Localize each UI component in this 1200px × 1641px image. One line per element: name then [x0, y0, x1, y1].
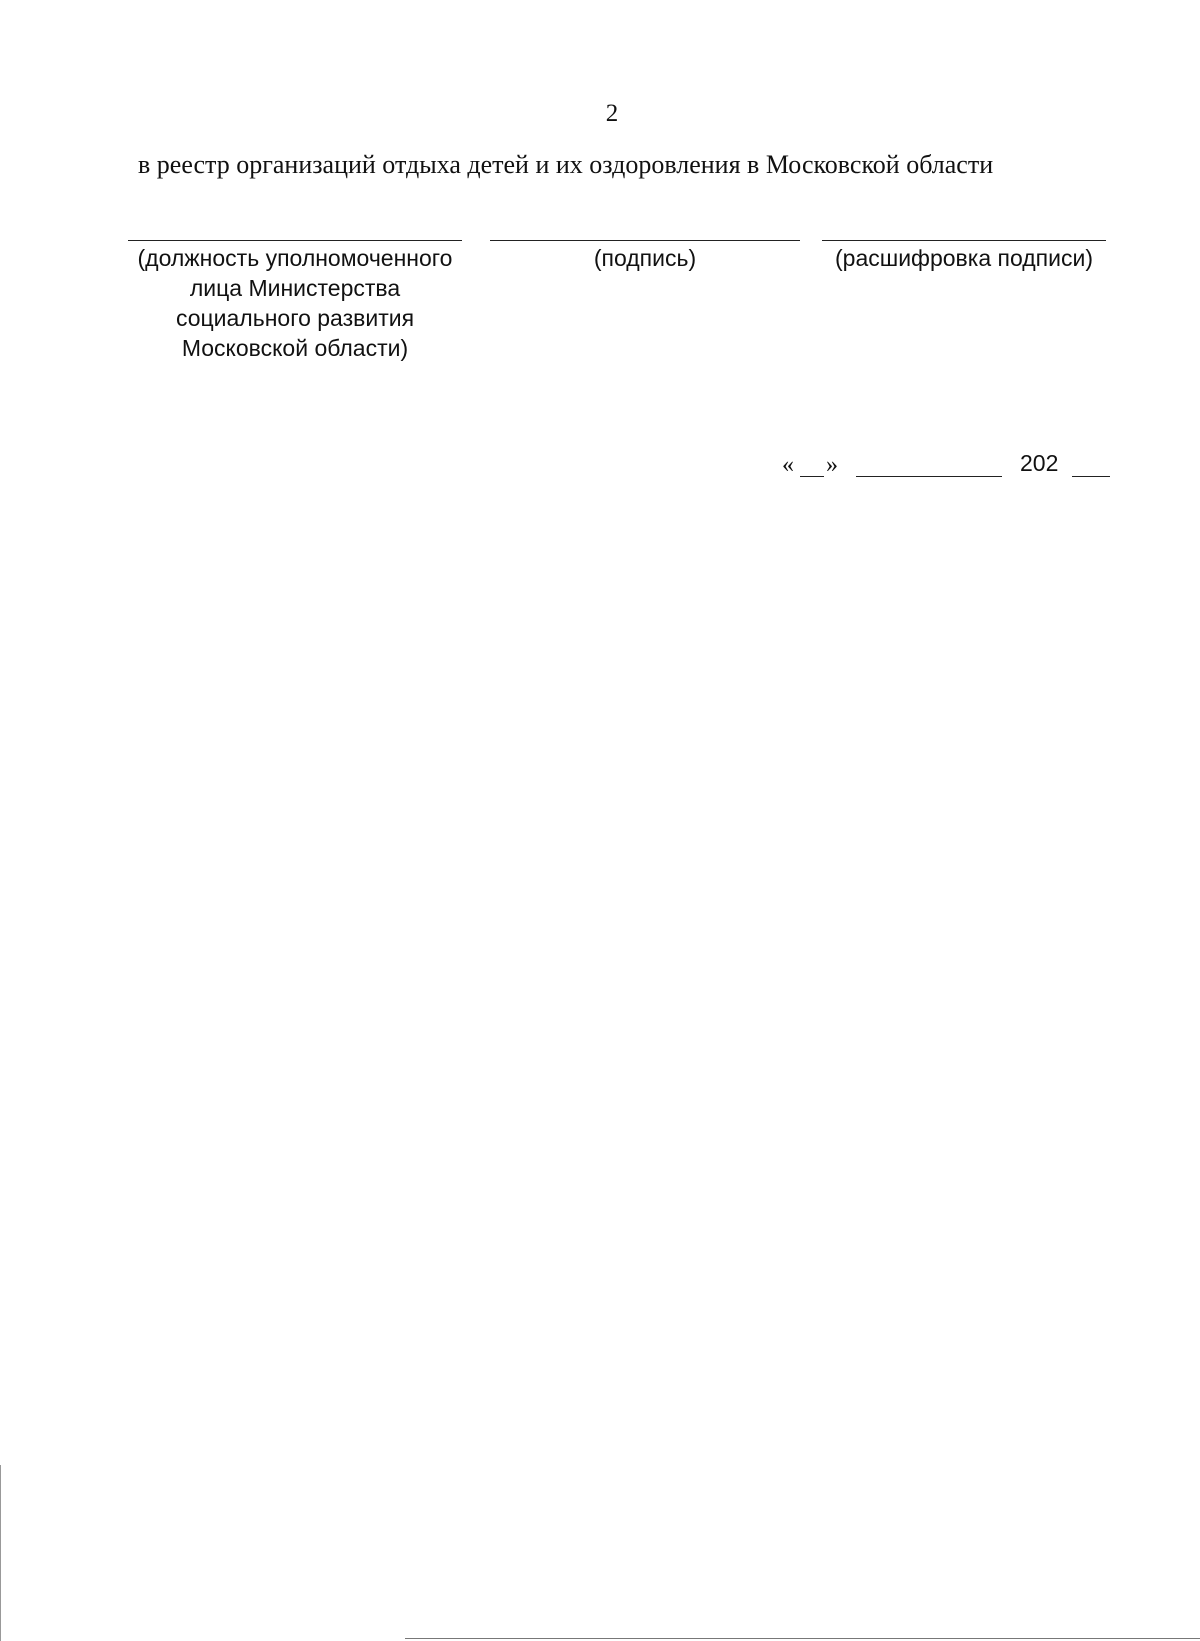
date-year-blank [1072, 476, 1110, 477]
signature-caption: (подпись) [593, 245, 697, 271]
signature-decoding-field [822, 240, 1106, 273]
intro-line: в реестр организаций отдыха детей и их оздоровления в Московской области [138, 150, 994, 179]
decoding-caption: (расшифровка подписи) [835, 245, 1093, 271]
page-number: 2 [605, 100, 619, 127]
position-caption: (должность уполномоченного лица Министерства социального развития Московской области) [137, 245, 453, 361]
date-open-quote: « [782, 452, 794, 478]
date-day-blank [800, 476, 824, 477]
bottom-scan-edge [405, 1638, 1200, 1639]
signature-field [490, 240, 800, 273]
date-year-prefix: 202 [1020, 450, 1059, 476]
date-close-quote: » [826, 452, 838, 478]
date-month-blank [856, 476, 1002, 477]
date-line [782, 448, 1112, 482]
left-scan-edge [0, 1465, 1, 1641]
signature-position-field [128, 240, 462, 363]
